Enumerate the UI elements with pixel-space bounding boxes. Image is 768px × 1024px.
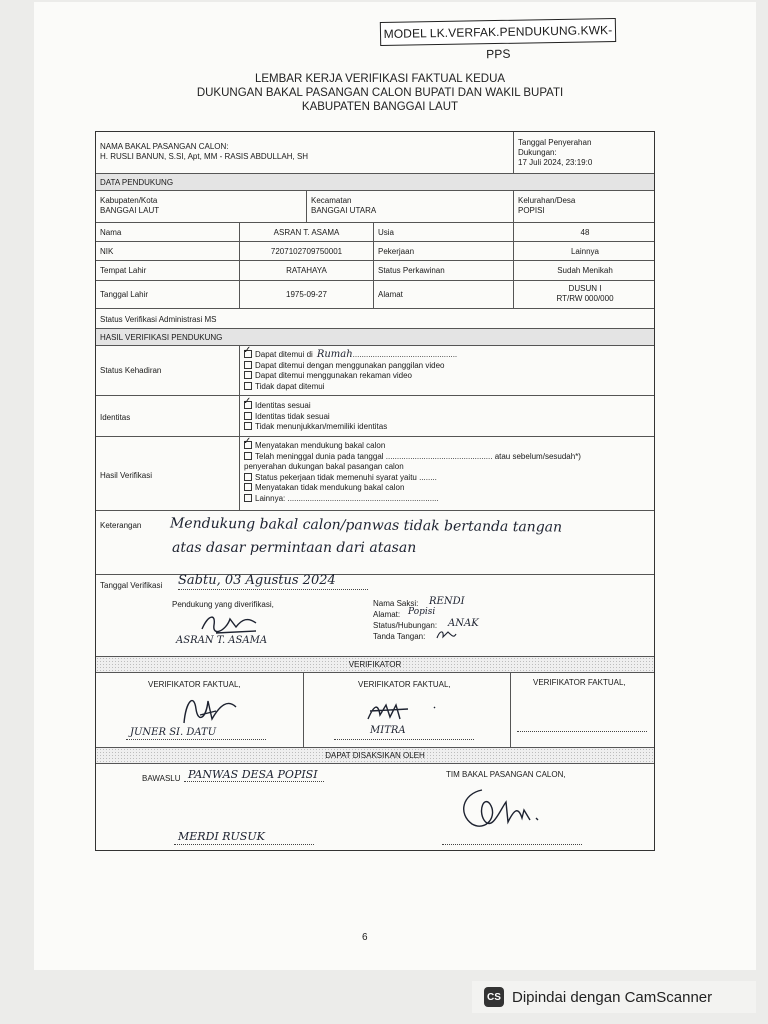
- verifikator-signature-2: [364, 697, 444, 727]
- verifikator-col-1: [96, 673, 303, 747]
- kehadiran-row: [96, 346, 654, 396]
- pekerjaan-value: Lainnya: [513, 242, 656, 260]
- submission-value: 17 Juli 2024, 23:19:0: [518, 158, 593, 167]
- checkbox-icon: [244, 371, 252, 379]
- verification-form: [95, 131, 655, 851]
- saksi-alamat-label: Alamat:: [373, 610, 401, 619]
- nik-label: NIK: [100, 247, 114, 256]
- model-code-box: MODEL LK.VERFAK.PENDUKUNG.KWK-PPS: [380, 18, 616, 46]
- candidate-row: [96, 132, 654, 174]
- nik-value: 7207102709750001: [239, 242, 373, 260]
- hasil-header: [96, 329, 654, 346]
- nama-value: ASRAN T. ASAMA: [239, 223, 373, 241]
- kecamatan-label: Kecamatan: [311, 196, 352, 205]
- location-row: [96, 191, 654, 223]
- tim-signature: [448, 780, 558, 840]
- pendukung-name-hand: ASRAN T. ASAMA: [176, 635, 268, 646]
- checkbox-icon: [244, 473, 252, 481]
- keterangan-label: Keterangan: [100, 521, 142, 530]
- kehadiran-hand-value: Rumah: [316, 349, 353, 360]
- bawaslu-name: MERDI RUSUK: [178, 830, 265, 843]
- verifikasi-option-1[interactable]: ✓ Menyatakan mendukung bakal calon: [243, 436, 386, 450]
- saksi-nama-hand: RENDI: [429, 596, 465, 607]
- saksi-alamat-hand: Popisi: [408, 607, 436, 617]
- checkbox-icon: [244, 361, 252, 369]
- verifikator-label-1: VERIFIKATOR FAKTUAL,: [148, 680, 241, 689]
- title-line-3: KABUPATEN BANGGAI LAUT: [301, 101, 459, 113]
- verifikator-title: VERIFIKATOR: [348, 660, 402, 669]
- keterangan-hand-line-1: Mendukung bakal calon/panwas tidak bertanda tangan: [169, 515, 563, 536]
- usia-value: 48: [513, 223, 656, 241]
- title-line-2: DUKUNGAN BAKAL PASANGAN CALON BUPATI DAN WAKIL BUPATI: [196, 87, 564, 99]
- tempat-row: [96, 261, 654, 281]
- checkbox-icon: [244, 422, 252, 430]
- tim-label: TIM BAKAL PASANGAN CALON,: [446, 770, 566, 779]
- tanggal-verifikasi-hand: Sabtu, 03 Agustus 2024: [178, 573, 336, 588]
- status-admin-row: [96, 309, 654, 329]
- pekerjaan-label: Pekerjaan: [373, 242, 513, 260]
- identitas-option-1[interactable]: ✓ Identitas sesuai: [243, 396, 311, 410]
- identitas-row: [96, 396, 654, 437]
- usia-label: Usia: [373, 223, 513, 241]
- checkbox-icon: [244, 483, 252, 491]
- tempat-lahir-label: Tempat Lahir: [100, 266, 147, 275]
- verifikator-label-2: VERIFIKATOR FAKTUAL,: [358, 680, 451, 689]
- saksi-ttd-label: Tanda Tangan:: [373, 632, 426, 641]
- kehadiran-option-4[interactable]: Tidak dapat ditemui: [244, 382, 652, 393]
- kehadiran-option-3[interactable]: Dapat ditemui menggunakan rekaman video: [244, 371, 652, 382]
- saksi-signature: [434, 628, 458, 642]
- bawaslu-col: [96, 764, 426, 852]
- kabupaten-label: Kabupaten/Kota: [100, 196, 158, 205]
- checkbox-icon: [244, 494, 252, 502]
- verifikasi-option-4[interactable]: Menyatakan tidak mendukung bakal calon: [244, 483, 652, 494]
- disaksikan-header: [96, 748, 654, 764]
- alamat-value-2: RT/RW 000/000: [556, 294, 614, 303]
- tanggal-dots: [178, 589, 368, 590]
- verifikator-row: [96, 673, 654, 748]
- verifikasi-option-2b: penyerahan dukungan bakal pasangan calon: [244, 462, 404, 471]
- bawaslu-label: BAWASLU: [142, 774, 181, 783]
- disaksikan-title: DAPAT DISAKSIKAN OLEH: [325, 751, 425, 760]
- identitas-option-2[interactable]: Identitas tidak sesuai: [244, 412, 652, 423]
- verifikator-col-2: [303, 673, 510, 747]
- bawaslu-hand: PANWAS DESA POPISI: [188, 768, 318, 781]
- kelurahan-label: Kelurahan/Desa: [518, 196, 576, 205]
- verifikator-header: [96, 657, 654, 673]
- kecamatan-value: BANGGAI UTARA: [311, 206, 377, 215]
- verifikator-name-1: JUNER SI. DATU: [130, 727, 217, 738]
- nama-label: Nama: [100, 228, 122, 237]
- pendukung-sign-label: Pendukung yang diverifikasi,: [172, 600, 274, 609]
- alamat-label: Alamat: [373, 281, 513, 308]
- identitas-option-3[interactable]: Tidak menunjukkan/memiliki identitas: [244, 422, 652, 433]
- nama-row: [96, 223, 654, 242]
- kehadiran-option-2[interactable]: Dapat ditemui dengan menggunakan panggilan video: [244, 361, 652, 372]
- saksi-status-hand: ANAK: [448, 618, 479, 629]
- verifikasi-label: Hasil Verifikasi: [100, 471, 153, 480]
- kabupaten-value: BANGGAI LAUT: [100, 206, 160, 215]
- title-line-1: LEMBAR KERJA VERIFIKASI FAKTUAL KEDUA: [254, 73, 506, 85]
- tanggal-verifikasi-label: Tanggal Verifikasi: [100, 581, 163, 590]
- checkbox-icon: [244, 412, 252, 420]
- nik-row: [96, 242, 654, 261]
- verifikasi-row: [96, 437, 654, 511]
- candidate-label: NAMA BAKAL PASANGAN CALON:: [100, 142, 229, 151]
- camscanner-watermark: [472, 981, 756, 1013]
- kelurahan-value: POPISI: [518, 206, 545, 215]
- saksi-nama-label: Nama Saksi:: [373, 599, 419, 608]
- status-kawin-value: Sudah Menikah: [513, 261, 656, 280]
- camscanner-icon: CS: [484, 987, 504, 1007]
- saksi-status-label: Status/Hubungan:: [373, 621, 438, 630]
- kehadiran-option-1[interactable]: ✓ Dapat ditemui di Rumah...............................................: [243, 345, 458, 360]
- tanggal-lahir-label: Tanggal Lahir: [100, 290, 149, 299]
- keterangan-hand-line-2: atas dasar permintaan dari atasan: [172, 540, 417, 556]
- submission-label-2: Dukungan:: [518, 148, 557, 157]
- verifikasi-option-2[interactable]: Telah meninggal dunia pada tanggal ................................................ atau sebelum/sesudah*): [244, 452, 652, 463]
- tempat-lahir-value: RATAHAYA: [239, 261, 373, 280]
- status-admin: Status Verifikasi Administrasi MS: [100, 315, 217, 324]
- tanggal-lahir-row: [96, 281, 654, 309]
- checked-box-icon: ✓: [243, 345, 252, 356]
- disaksikan-row: [96, 764, 654, 852]
- candidate-value: H. RUSLI BANUN, S.SI, Apt, MM - RASIS ABDULLAH, SH: [100, 152, 309, 161]
- checked-box-icon: ✓: [243, 436, 252, 447]
- pendukung-signature: [196, 609, 276, 637]
- verifikasi-option-5[interactable]: Lainnya: ....................................................................: [244, 494, 652, 505]
- hasil-title: HASIL VERIFIKASI PENDUKUNG: [100, 333, 223, 342]
- camscanner-label: Dipindai dengan CamScanner: [512, 988, 713, 1006]
- verifikator-col-3: [510, 673, 656, 747]
- verifikator-label-3: VERIFIKATOR FAKTUAL,: [533, 678, 626, 687]
- status-kawin-label: Status Perkawinan: [373, 261, 513, 280]
- data-pendukung-header: [96, 174, 654, 191]
- alamat-value-1: DUSUN I: [568, 284, 602, 293]
- kehadiran-label: Status Kehadiran: [100, 366, 162, 375]
- data-pendukung-title: DATA PENDUKUNG: [100, 178, 174, 187]
- verifikasi-option-3[interactable]: Status pekerjaan tidak memenuhi syarat yaitu ........: [244, 473, 652, 484]
- page-number: 6: [362, 932, 368, 943]
- checkbox-icon: [244, 382, 252, 390]
- submission-label-1: Tanggal Penyerahan: [518, 138, 592, 147]
- document-title: [150, 72, 610, 114]
- checkbox-icon: [244, 452, 252, 460]
- tanggal-lahir-value: 1975-09-27: [239, 281, 373, 308]
- checked-box-icon: ✓: [243, 396, 252, 407]
- verifikator-name-2: MITRA: [370, 725, 406, 736]
- verifikator-signature-1: [176, 689, 246, 731]
- tim-col: [426, 764, 656, 852]
- identitas-label: Identitas: [100, 413, 131, 422]
- keterangan-row: [96, 511, 654, 575]
- tanggal-verifikasi-row: [96, 575, 654, 657]
